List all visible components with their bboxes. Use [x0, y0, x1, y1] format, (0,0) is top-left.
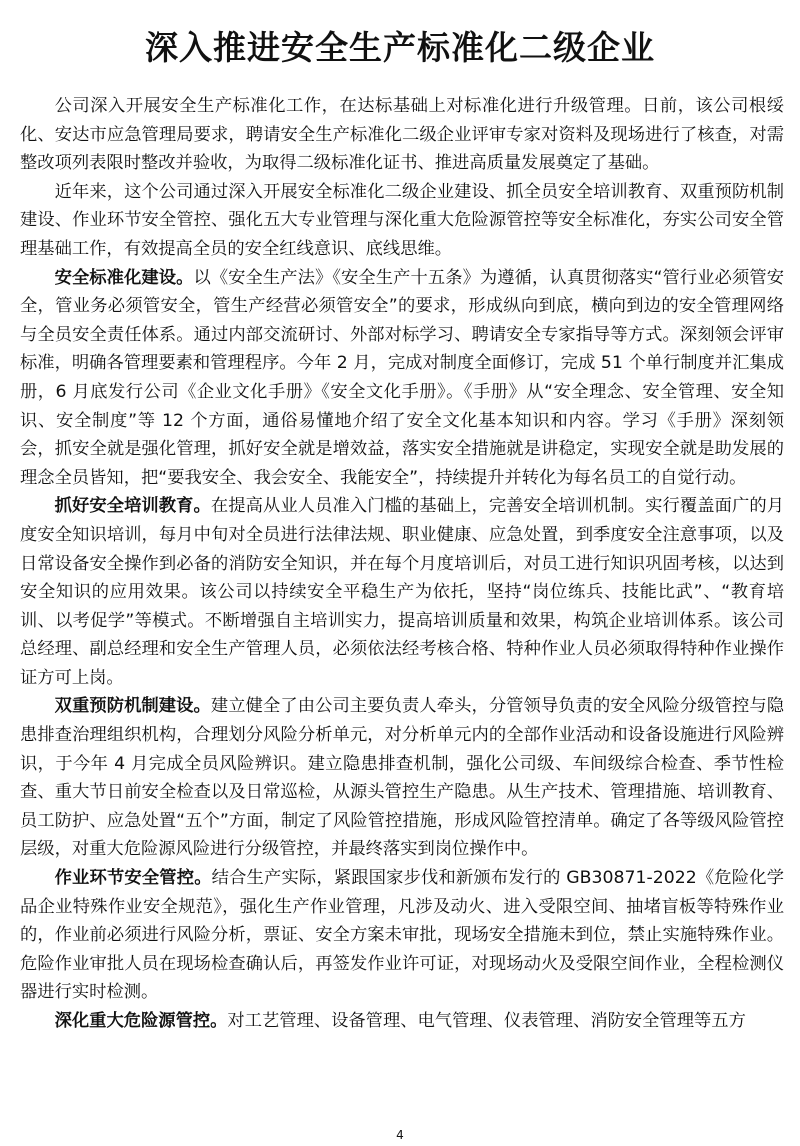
paragraph-safety-training	[20, 492, 784, 692]
paragraph-text: 结合生产实际，紧跟国家步伐和新颁布发行的 GB30871-2022《危险化学品企业特殊作业安全规范》，强化生产作业管理，凡涉及动火、进入受限空间、抽堵盲板等特殊作业的，作业前必须进行风险分析，票证、安全方案未审批，现场安全措施未到位，禁止实施特殊作业。危险作业审批人员在现场检查确认后，再签发作业许可证，对现场动火及受限空间作业，全程检测仪器进行实时检测。	[20, 868, 784, 1003]
paragraph-text: 近年来，这个公司通过深入开展安全标准化二级企业建设、抓全员安全培训教育、双重预防机制建设、作业环节安全管控、强化五大专业管理与深化重大危险源管控等安全标准化，夯实公司安全管理基础工作，有效提高全员的安全红线意识、底线思维。	[20, 181, 784, 259]
paragraph-dual-prevention	[20, 692, 784, 864]
article-body	[20, 92, 784, 1036]
paragraph-lead: 安全标准化建设。	[54, 267, 194, 288]
page-number: 4	[396, 1128, 404, 1142]
paragraph-safety-standardization	[20, 264, 784, 493]
paragraph-lead: 抓好安全培训教育。	[54, 496, 211, 517]
paragraph-major-hazard	[20, 1007, 784, 1036]
paragraph-operation-control	[20, 864, 784, 1007]
paragraph-text: 以《安全生产法》《安全生产十五条》为遵循，认真贯彻落实“管行业必须管安全，管业务必须管安全，管生产经营必须管安全”的要求，形成纵向到底，横向到边的安全管理网络与全员安全责任体系。通过内部交流研讨、外部对标学习、聘请安全专家指导等方式。深刻领会评审标准，明确各管理要素和管理程序。今年 2 月，完成对制度全面修订，完成 51 个单行制度并汇集成册，6 月底发行公司《企业文化手册》《安全文化手册》。《手册》从“安全理念、安全管理、安全知识、安全制度”等 12 个方面，通俗易懂地介绍了安全文化基本知识和内容。学习《手册》深刻领会，抓安全就是强化管理，抓好安全就是增效益，落实安全措施就是讲稳定，实现安全就是助发展的理念全员皆知，把“要我安全、我会安全、我能安全”，持续提升并转化为每名员工的自觉行动。	[20, 267, 784, 488]
paragraph-text: 对工艺管理、设备管理、电气管理、仪表管理、消防安全管理等五方	[227, 1011, 746, 1031]
page-title: 深入推进安全生产标准化二级企业	[145, 28, 655, 68]
paragraph-lead: 深化重大危险源管控。	[54, 1011, 228, 1031]
paragraph-lead: 双重预防机制建设。	[54, 696, 211, 717]
paragraph-text: 在提高从业人员准入门槛的基础上，完善安全培训机制。实行覆盖面广的月度安全知识培训，每月中旬对全员进行法律法规、职业健康、应急处置，到季度安全注意事项，以及日常设备安全操作到必备的消防安全知识，并在每个月度培训后，对员工进行知识巩固考核，以达到安全知识的应用效果。该公司以持续安全平稳生产为依托，坚持“岗位练兵、技能比武”、“教育培训、以考促学”等模式。不断增强自主培训实力，提高培训质量和效果，构筑企业培训体系。该公司总经理、副总经理和安全生产管理人员，必须依法经考核合格、特种作业人员必须取得特种作业操作证方可上岗。	[20, 496, 784, 688]
paragraph-text: 建立健全了由公司主要负责人牵头，分管领导负责的安全风险分级管控与隐患排查治理组织机构，合理划分风险分析单元，对分析单元内的全部作业活动和设备设施进行风险辨识，于今年 4 月完成全员风险辨识。建立隐患排查机制，强化公司级、车间级综合检查、季节性检查、重大节日前安全检查以及日常巡检，从源头管控生产隐患。从生产技术、管理措施、培训教育、员工防护、应急处置“五个”方面，制定了风险管控措施，形成风险管控清单。确定了各等级风险管控层级，对重大危险源风险进行分级管控，并最终落实到岗位操作中。	[20, 696, 784, 860]
paragraph-text: 公司深入开展安全生产标准化工作，在达标基础上对标准化进行升级管理。日前，该公司根绥化、安达市应急管理局要求，聘请安全生产标准化二级企业评审专家对资料及现场进行了核查，对需整改项列表限时整改并验收，为取得二级标准化证书、推进高质量发展奠定了基础。	[20, 96, 784, 174]
paragraph-2	[20, 178, 784, 264]
paragraph-lead: 作业环节安全管控。	[54, 868, 212, 889]
paragraph-1	[20, 92, 784, 178]
